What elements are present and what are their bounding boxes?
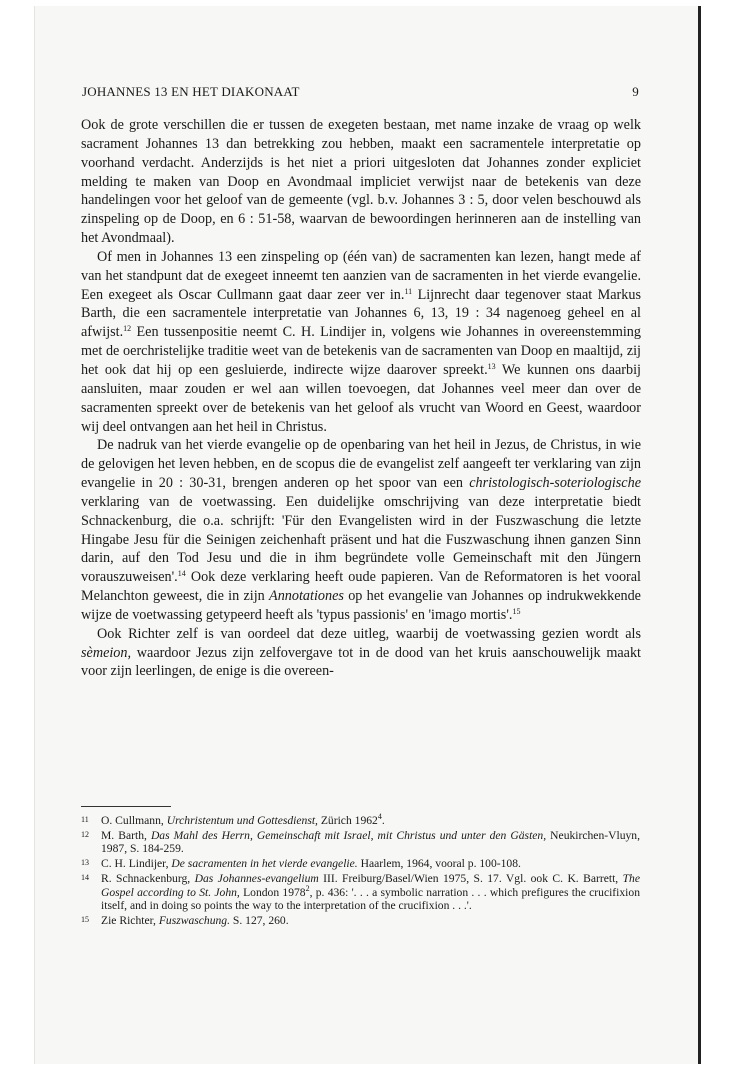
paragraph-3 xyxy=(81,436,641,624)
text-run: waardoor Jezus zijn zelfovergave tot in de dood van het kruis aanschouwelijk maakt voor zijn leerlingen, de enige is die overeen- xyxy=(81,644,641,680)
text-run: Een tussenpositie neemt C. H. Lindijer in, volgens wie Johannes in overeenstemming met de oerchristelijke traditie weet van de betekenis van de sacramenten van Doop en maaltijd, zij het ook dat hij op een gesluierde, indirecte wijze daarover spreekt. xyxy=(81,324,641,378)
paragraph-2 xyxy=(81,248,641,436)
footnote-ref-12[interactable]: 12 xyxy=(123,324,132,334)
text-run: London 1978 xyxy=(239,885,306,899)
body-text xyxy=(81,116,641,681)
footnote-14 xyxy=(81,872,640,912)
text-run: Neukirchen-Vluyn, 1987, S. 184-259. xyxy=(101,828,640,856)
text-run: R. Schnackenburg, xyxy=(101,872,195,886)
footnote-15 xyxy=(81,914,640,927)
text-run: De nadruk van het vierde evangelie op de openbaring van het heil in Jezus, de Christus, in wie de gelovigen het leven hebben, en de scopus die de evangelist zelf aangeeft ter verklaring van zijn evangelie in 20 : 30-31, brengen anderen op het spoor van een xyxy=(81,437,641,492)
text-run: Ook Richter zelf is van oordeel dat deze uitleg, waarbij de voetwassing gezien wordt als xyxy=(97,625,641,642)
footnote-13 xyxy=(81,857,640,870)
italic-term: sèmeion, xyxy=(81,644,132,661)
footnote-12 xyxy=(81,829,640,856)
book-title: Urchristentum und Gottesdienst, xyxy=(166,814,318,827)
text-run: O. Cullmann, xyxy=(101,814,167,827)
footnote-ref-11[interactable]: 11 xyxy=(404,286,413,296)
text-run: Ook deze verklaring heeft oude papieren. Van de Reformatoren is het vooral Melanchton geweest, die in zijn xyxy=(81,569,641,605)
footnote-number: 12 xyxy=(81,829,89,839)
book-title: Fuszwaschung. xyxy=(158,913,230,927)
text-run: Lijnrecht daar tegenover staat Markus Barth, die een sacramentele interpretatie van Johannes 6, 13, 19 : 34 nagenoeg geheel en al afwijst. xyxy=(81,286,641,341)
text-run: III. Freiburg/Basel/Wien 1975, S. 17. Vgl. ook C. K. Barrett, xyxy=(318,872,623,886)
book-title: Das Mahl des Herrn, Gemeinschaft mit Israel, mit Christus und unter den Gästen, xyxy=(150,828,547,842)
page-number: 9 xyxy=(632,84,639,99)
paragraph-1 xyxy=(81,116,641,248)
book-title: De sacramenten in het vierde evangelie. xyxy=(171,857,358,871)
text-run: verklaring van de voetwassing. Een duidelijke omschrijving van deze interpretatie biedt Schnackenburg, die o.a. schrijft: 'Für den Evangelisten wird in der Fuszwaschung die letzte Hingabe Jesu für die Seinigen zeichenhaft präsent und hat die Fuszwaschung ihnen ganzen Sinn darin, auf den Tod Jesu und die in ihm begründete volle Gemeinschaft mit den Jüngern vorauszuweisen'. xyxy=(81,493,641,586)
text-run: Of men in Johannes 13 een zinspeling op (één van) de sacramenten kan lezen, hangt mede af van het standpunt dat de exegeet inneemt ten aanzien van de sacramenten in het vierde evangelie. Een exegeet als Oscar Cullmann gaat daar zeer ver in. xyxy=(81,248,641,303)
book-title: Das Johannes-evangelium xyxy=(194,872,319,886)
footnote-separator xyxy=(81,806,171,807)
text-run: . xyxy=(381,814,385,827)
footnote-ref-14[interactable]: 14 xyxy=(177,569,186,579)
edition-sup: 4 xyxy=(377,812,382,821)
footnotes xyxy=(81,814,640,929)
text-run: M. Barth, xyxy=(101,828,151,842)
text-run: Ook de grote verschillen die er tussen de exegeten bestaan, met name inzake de vraag op welk sacrament Johannes 13 dan betrekking zou hebben, maakt een sacramentele interpretatie op voorhand verdacht. Anderzijds is het niet a priori uitgesloten dat Johannes zonder expliciet melding te maken van Doop en Avondmaal impliciet verwijst naar de betekenis van deze handelingen voor het geloof van de gemeente (vgl. b.v. Johannes 3 : 5, door velen beschouwd als zinspeling op de Doop, en 6 : 51-58, waarvan de bewoordingen herinneren aan de instelling van het Avondmaal). xyxy=(81,117,641,247)
footnote-number: 15 xyxy=(81,914,89,924)
text-run: S. 127, 260. xyxy=(230,913,289,927)
paragraph-4 xyxy=(81,625,641,682)
italic-title: Annotationes xyxy=(269,588,344,605)
edition-sup: 2 xyxy=(305,883,310,893)
italic-term: christologisch-soteriologische xyxy=(469,475,641,492)
text-run: Haarlem, 1964, vooral p. 100-108. xyxy=(357,857,521,871)
text-run: op het evangelie van Johannes op indrukwekkende wijze de voetwassing getypeerd heeft als 'typus passionis' en 'imago mortis'. xyxy=(81,588,641,623)
text-run: , p. 436: '. . . a symbolic narration . . . which prefigures the crucifixion itself, and in doing so points the way to the interpretation of the crucifixion . . .'. xyxy=(101,885,640,912)
text-run: Zürich 1962 xyxy=(317,814,378,827)
footnote-ref-15[interactable]: 15 xyxy=(512,606,521,616)
footnote-ref-13[interactable]: 13 xyxy=(487,361,496,371)
text-run: Zie Richter, xyxy=(101,913,159,927)
book-title: The Gospel according to St. John, xyxy=(101,872,640,899)
footnote-11 xyxy=(81,814,640,827)
footnote-number: 13 xyxy=(81,858,89,868)
footnote-number: 14 xyxy=(81,873,89,883)
text-run: C. H. Lindijer, xyxy=(101,857,172,871)
text-run: We kunnen ons daarbij aansluiten, maar zouden er wel aan willen toevoegen, dat Johannes veel meer dan over de sacramenten spreekt over de betekenis van het geloof als vrucht van Woord en Geest, waardoor wij deel ontvangen aan het heil in Christus. xyxy=(81,361,641,435)
running-title: JOHANNES 13 EN HET DIAKONAAT xyxy=(82,84,300,99)
footnote-number: 11 xyxy=(81,815,89,824)
document-page xyxy=(34,6,701,1064)
